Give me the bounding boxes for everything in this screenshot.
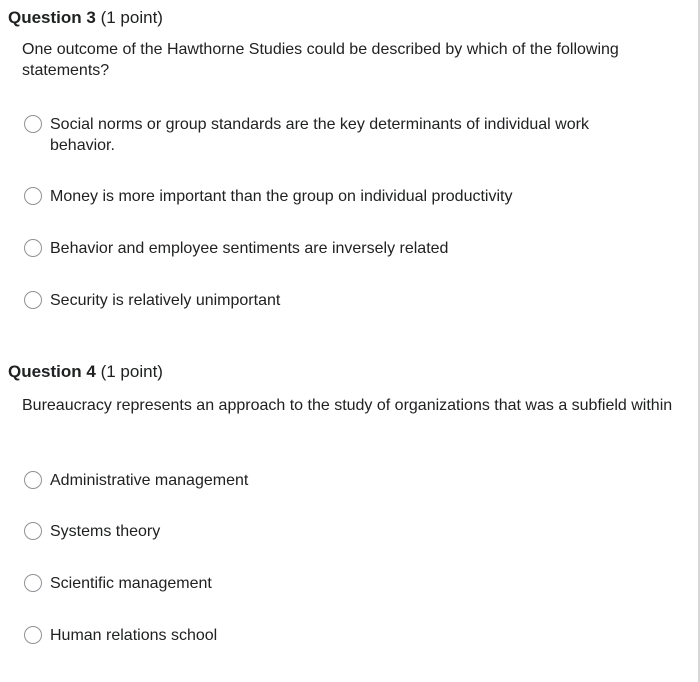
radio-button[interactable] <box>24 574 42 592</box>
answer-option-administrative-management[interactable] <box>24 470 650 491</box>
radio-button[interactable] <box>24 522 42 540</box>
answer-option-social-norms[interactable] <box>24 114 650 156</box>
question-text: One outcome of the Hawthorne Studies could be described by which of the following statements? <box>22 41 619 79</box>
question-points: (1 point) <box>100 8 163 27</box>
answer-option-scientific-management[interactable] <box>24 573 650 594</box>
question-points: (1 point) <box>100 362 163 381</box>
answer-label: Money is more important than the group on individual productivity <box>50 188 513 205</box>
question-text: Bureaucracy represents an approach to the study of organizations that was a subfield within <box>22 397 673 414</box>
answer-option-behavior[interactable] <box>24 238 650 259</box>
question-title: Question 3 <box>8 8 96 27</box>
radio-button[interactable] <box>24 471 42 489</box>
answer-option-human-relations[interactable] <box>24 625 650 646</box>
answer-option-security[interactable] <box>24 290 650 311</box>
answer-label: Social norms or group standards are the key determinants of individual work behavior. <box>50 116 589 154</box>
radio-button[interactable] <box>24 239 42 257</box>
radio-button[interactable] <box>24 291 42 309</box>
answer-label: Systems theory <box>50 523 161 540</box>
answer-label: Behavior and employee sentiments are inversely related <box>50 240 449 257</box>
radio-button[interactable] <box>24 115 42 133</box>
answer-option-systems-theory[interactable] <box>24 521 650 542</box>
radio-button[interactable] <box>24 626 42 644</box>
answer-option-money[interactable] <box>24 186 650 207</box>
question-header <box>8 362 163 382</box>
question-title: Question 4 <box>8 362 96 381</box>
answer-label: Administrative management <box>50 472 249 489</box>
answer-label: Security is relatively unimportant <box>50 292 281 309</box>
question-header <box>8 8 163 28</box>
answer-label: Scientific management <box>50 575 212 592</box>
answer-label: Human relations school <box>50 627 218 644</box>
radio-button[interactable] <box>24 187 42 205</box>
